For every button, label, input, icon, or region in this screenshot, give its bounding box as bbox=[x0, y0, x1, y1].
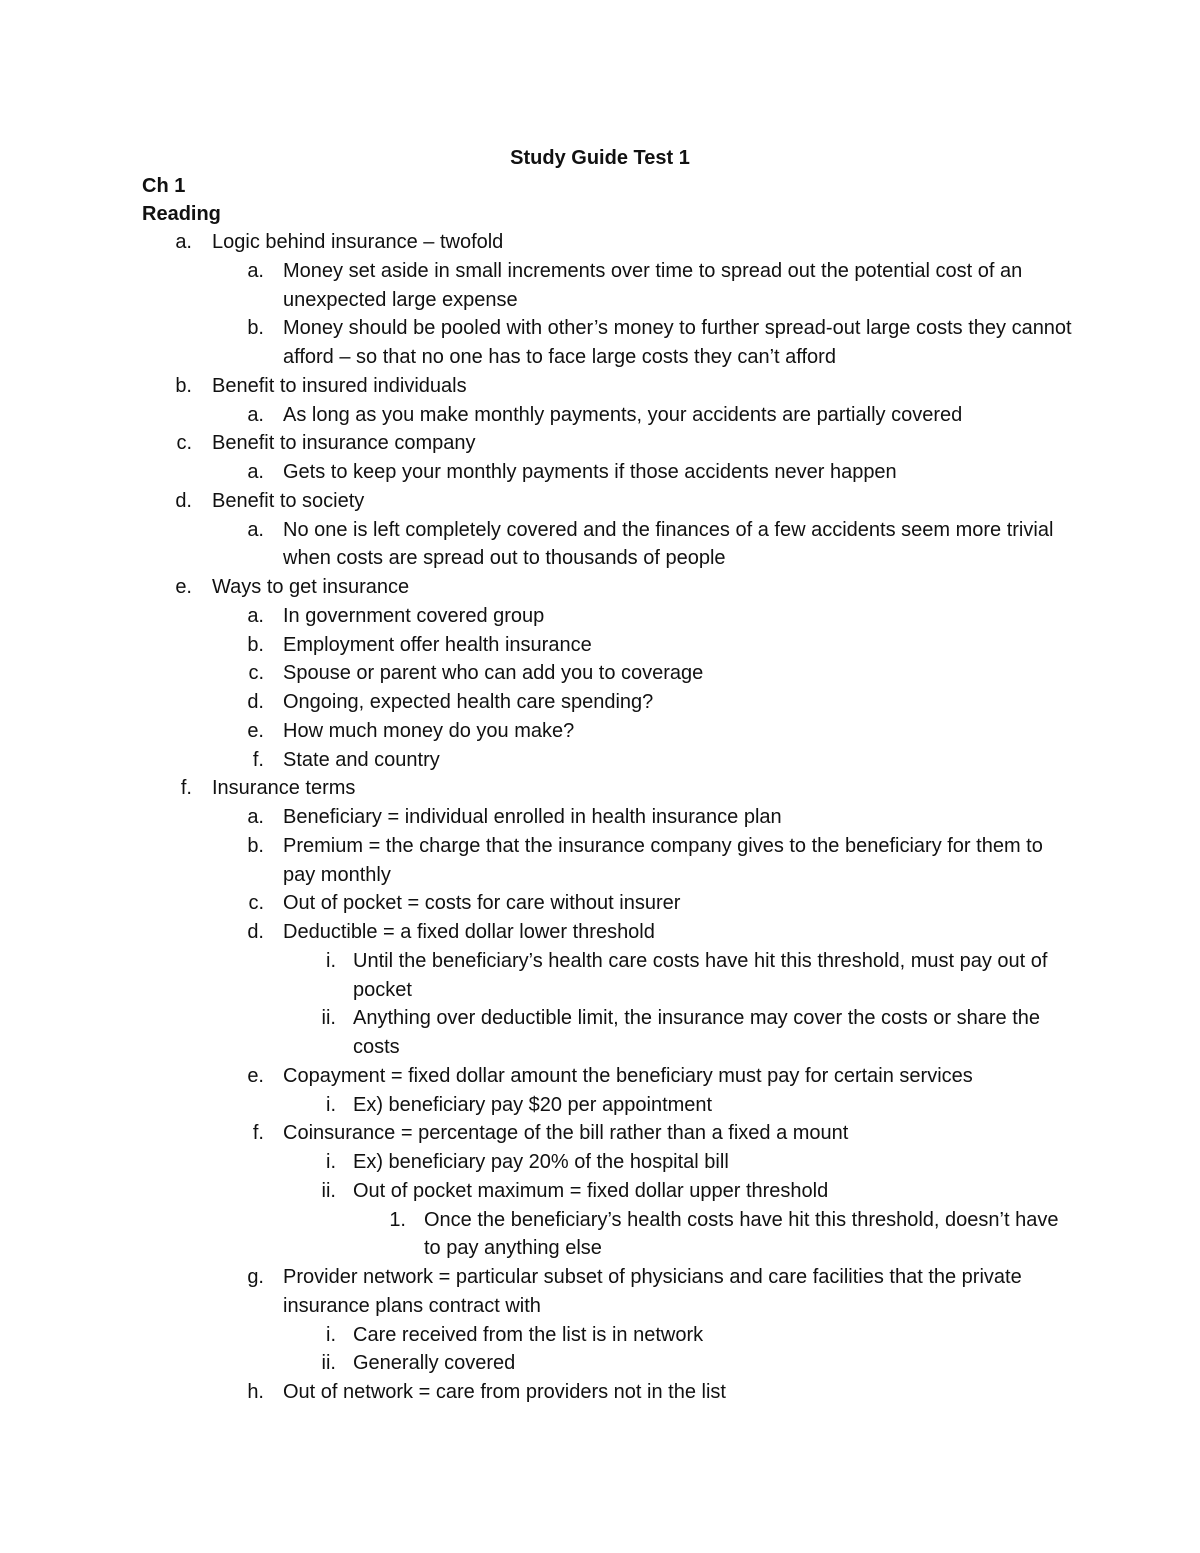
list-item-text: Benefit to insurance company bbox=[212, 432, 476, 455]
outline-item bbox=[0, 487, 1200, 516]
list-marker: ii. bbox=[321, 1007, 336, 1030]
list-item-text: Until the beneficiary’s health care costs have hit this threshold, must pay out of pocket bbox=[353, 949, 1048, 1001]
list-marker: a. bbox=[175, 231, 192, 253]
outline-item bbox=[0, 1263, 1200, 1321]
list-item-text: Coinsurance = percentage of the bill rather than a fixed a mount bbox=[283, 1122, 849, 1145]
outline-item bbox=[0, 774, 1200, 803]
outline-item bbox=[0, 372, 1200, 401]
list-marker: i. bbox=[326, 1151, 336, 1173]
chapter-heading: Ch 1 bbox=[142, 175, 186, 197]
list-item-text: Deductible = a fixed dollar lower threshold bbox=[283, 921, 655, 943]
list-marker: b. bbox=[247, 834, 264, 857]
list-marker: b. bbox=[247, 633, 264, 656]
list-marker: c. bbox=[248, 892, 264, 915]
outline-item bbox=[0, 257, 1200, 315]
list-marker: a. bbox=[247, 403, 264, 426]
list-marker: d. bbox=[247, 921, 264, 943]
outline-item bbox=[0, 1119, 1200, 1148]
outline-item bbox=[0, 228, 1200, 257]
list-item-text: Logic behind insurance – twofold bbox=[212, 231, 504, 253]
list-item-text: Ongoing, expected health care spending? bbox=[283, 691, 654, 713]
outline-item bbox=[0, 832, 1200, 890]
list-marker: d. bbox=[175, 489, 192, 512]
page-title: Study Guide Test 1 bbox=[510, 147, 690, 169]
list-item-text: Gets to keep your monthly payments if those accidents never happen bbox=[283, 461, 897, 483]
list-item-text: Out of pocket maximum = fixed dollar upper threshold bbox=[353, 1179, 829, 1202]
list-marker: e. bbox=[247, 719, 264, 742]
list-item-text: Beneficiary = individual enrolled in health insurance plan bbox=[283, 806, 782, 828]
list-item-text: Insurance terms bbox=[212, 777, 356, 800]
outline-item bbox=[0, 401, 1200, 430]
outline-item bbox=[0, 631, 1200, 660]
outline-item bbox=[0, 458, 1200, 487]
list-marker: h. bbox=[247, 1381, 264, 1403]
list-item-text: Spouse or parent who can add you to coverage bbox=[283, 662, 704, 685]
outline-item bbox=[0, 429, 1200, 458]
list-item-text: Benefit to insured individuals bbox=[212, 374, 467, 397]
outline-item bbox=[0, 516, 1200, 574]
list-marker: g. bbox=[247, 1266, 264, 1288]
list-marker: a. bbox=[247, 259, 264, 282]
list-marker: a. bbox=[247, 518, 264, 541]
list-marker: a. bbox=[247, 806, 264, 828]
list-item-text: Money should be pooled with other’s money to further spread-out large costs they cannot afford – so that no one has to face large costs they can’t afford bbox=[283, 317, 1072, 368]
list-item-text: Anything over deductible limit, the insurance may cover the costs or share the costs bbox=[353, 1007, 1041, 1058]
outline-item bbox=[0, 918, 1200, 947]
outline-item bbox=[0, 947, 1200, 1005]
outline-item bbox=[0, 1148, 1200, 1177]
list-marker: f. bbox=[180, 777, 192, 800]
list-item-text: In government covered group bbox=[283, 604, 545, 627]
list-item-text: Generally covered bbox=[353, 1352, 516, 1375]
list-marker: f. bbox=[252, 748, 264, 771]
list-marker: a. bbox=[247, 604, 264, 627]
list-marker: i. bbox=[326, 1323, 336, 1346]
outline-item bbox=[0, 314, 1200, 372]
outline-item bbox=[0, 1378, 1200, 1407]
list-marker: b. bbox=[247, 317, 264, 340]
outline-item bbox=[0, 1321, 1200, 1350]
list-marker: c. bbox=[248, 662, 264, 685]
list-item-text: No one is left completely covered and the finances of a few accidents seem more trivial when costs are spread out to thousands of people bbox=[283, 518, 1054, 570]
outline-list bbox=[0, 228, 1200, 1407]
list-item-text: Ex) beneficiary pay 20% of the hospital bill bbox=[353, 1151, 729, 1173]
outline-item bbox=[0, 1349, 1200, 1378]
list-item-text: State and country bbox=[283, 748, 440, 771]
outline-item bbox=[0, 1177, 1200, 1206]
list-marker: a. bbox=[247, 461, 264, 483]
outline-item bbox=[0, 573, 1200, 602]
list-item-text: Care received from the list is in network bbox=[353, 1323, 704, 1346]
outline-item bbox=[0, 1091, 1200, 1120]
list-item-text: Out of pocket = costs for care without insurer bbox=[283, 892, 681, 915]
list-marker: c. bbox=[176, 432, 192, 455]
outline-item bbox=[0, 688, 1200, 717]
list-item-text: Out of network = care from providers not in the list bbox=[283, 1381, 726, 1403]
outline-item bbox=[0, 1062, 1200, 1091]
list-marker: 1. bbox=[389, 1208, 406, 1231]
outline-item bbox=[0, 1206, 1200, 1264]
list-item-text: Once the beneficiary’s health costs have hit this threshold, doesn’t have to pay anything else bbox=[424, 1208, 1059, 1260]
list-marker: d. bbox=[247, 691, 264, 713]
outline-item bbox=[0, 746, 1200, 775]
outline-item bbox=[0, 602, 1200, 631]
list-item-text: Employment offer health insurance bbox=[283, 633, 592, 656]
outline-item bbox=[0, 659, 1200, 688]
list-marker: i. bbox=[326, 1093, 336, 1116]
list-item-text: Benefit to society bbox=[212, 489, 365, 512]
list-item-text: Ex) beneficiary pay $20 per appointment bbox=[353, 1093, 713, 1116]
outline-item bbox=[0, 889, 1200, 918]
list-item-text: As long as you make monthly payments, your accidents are partially covered bbox=[283, 403, 963, 426]
outline-item bbox=[0, 717, 1200, 746]
list-marker: ii. bbox=[321, 1352, 336, 1375]
list-item-text: How much money do you make? bbox=[283, 719, 575, 742]
list-marker: e. bbox=[247, 1064, 264, 1087]
list-item-text: Provider network = particular subset of physicians and care facilities that the private insurance plans contract with bbox=[283, 1266, 1022, 1317]
list-marker: f. bbox=[252, 1122, 264, 1145]
list-item-text: Premium = the charge that the insurance company gives to the beneficiary for them to pay monthly bbox=[283, 834, 1043, 886]
list-marker: b. bbox=[175, 374, 192, 397]
list-item-text: Copayment = fixed dollar amount the beneficiary must pay for certain services bbox=[283, 1064, 973, 1087]
list-marker: ii. bbox=[321, 1179, 336, 1202]
list-marker: e. bbox=[175, 576, 192, 598]
outline-item bbox=[0, 1004, 1200, 1062]
list-marker: i. bbox=[326, 949, 336, 972]
section-heading: Reading bbox=[142, 203, 221, 225]
list-item-text: Ways to get insurance bbox=[212, 576, 410, 598]
list-item-text: Money set aside in small increments over time to spread out the potential cost of an unexpected large expense bbox=[283, 259, 1023, 311]
outline-item bbox=[0, 803, 1200, 832]
